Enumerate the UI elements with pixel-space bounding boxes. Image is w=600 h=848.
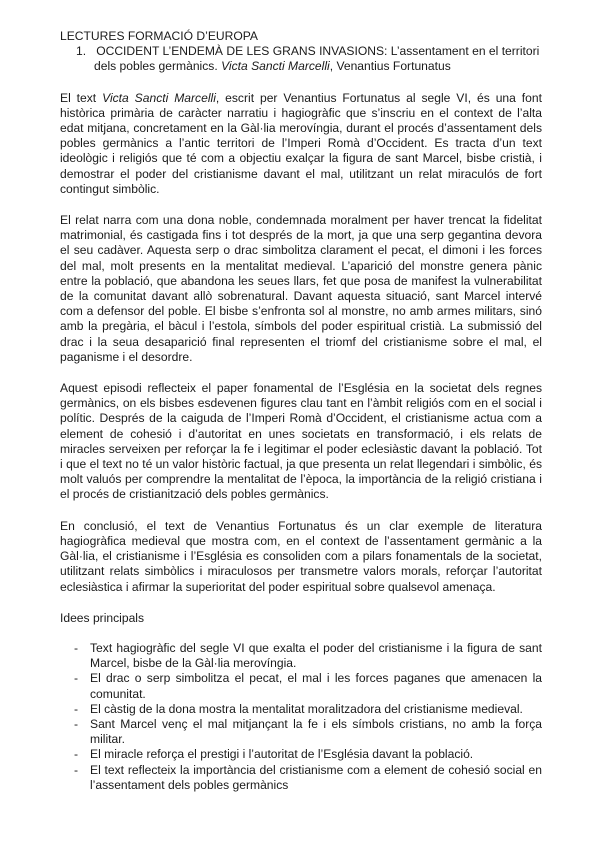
bullet-dash: - — [74, 747, 79, 762]
list-item-text: Text hagiogràfic del segle VI que exalta el poder del cristianisme i la figura de sant Marcel, bisbe de la Gàl·lia merovíngia. — [90, 640, 542, 671]
list-item — [60, 641, 542, 671]
paragraph-intro-start: El text — [60, 90, 103, 105]
paragraph-conclusion: En conclusió, el text de Venantius Fortunatus és un clar exemple de literatura hagiogràfica medieval que mostra com, en el context de l’assentament germànic a la Gàl·lia, el cristianisme i l’Església es consoliden com a pilars fonamentals de la societat, utilitzant relats simbòlics i miraculosos per transmetre valors morals, reforçar l’autoritat eclesiàstica i afirmar la superioritat del poder espiritual sobre qualsevol amenaça. — [60, 518, 542, 594]
section-number: 1. — [76, 44, 87, 59]
list-item — [60, 671, 542, 701]
main-ideas-list — [60, 641, 542, 793]
document-page — [60, 29, 542, 793]
list-item-text: El drac o serp simbolitza el pecat, el mal i les forces paganes que amenacen la comunitat. — [90, 671, 542, 701]
section-title-italic: Victa Sancti Marcelli — [221, 59, 330, 74]
main-ideas-title: Idees principals — [60, 610, 145, 625]
bullet-dash: - — [74, 716, 79, 731]
paragraph-intro-rest: , escrit per Venantius Fortunatus al segle VI, és una font històrica primària de caràcter narratiu i hagiogràfic que s’inscriu en el context de l’alta edat mitjana, concretament en la Gàl·lia merovíngia, durant el procés d’assentament dels pobles germànics a l’antic territori de l’Imperi Romà d’Occident. Es tracta d’un text ideològic i religiós que té com a objectiu exalçar la figura de sant Marcel, bisbe cristià, i demostrar el poder del cristianisme davant el mal, utilitzant un relat miraculós de fort contingut simbòlic. — [60, 90, 542, 196]
section-heading — [60, 44, 542, 74]
paragraph-narrative: El relat narra com una dona noble, condemnada moralment per haver trencat la fidelitat matrimonial, és castigada fins i tot després de la mort, ja que una serp gegantina devora el seu cadàver. Aquesta serp o drac simbolitza clarament el pecat, el dimoni i les forces del mal, molt presents en la mentalitat medieval. L’aparició del monstre genera pànic entre la població, que abandona les seues llars, fet que posa de manifest la vulnerabilitat de la comunitat davant allò sobrenatural. Davant aquesta situació, sant Marcel intervé com a defensor del poble. El bisbe s’enfronta sol al monstre, no amb armes militars, sinó amb la pregària, el bàcul i l’estola, símbols del poder espiritual cristià. La submissió del drac i la seua desaparició final representen el triomf del cristianisme sobre el mal, el paganisme i el desordre. — [60, 213, 542, 364]
bullet-dash: - — [74, 640, 79, 655]
document-title: LECTURES FORMACIÓ D’EUROPA — [60, 29, 258, 43]
paragraph-intro-italic: Victa Sancti Marcelli — [102, 90, 216, 105]
bullet-dash: - — [74, 701, 79, 716]
list-item — [60, 717, 542, 747]
section-title: OCCIDENT L’ENDEMÀ DE LES GRANS INVASIONS: L’assentament en el territori dels pobles germànics. — [94, 44, 540, 74]
list-item — [60, 747, 542, 762]
list-item — [60, 763, 542, 793]
bullet-dash: - — [74, 671, 79, 686]
list-item-text: El miracle reforça el prestigi i l’autoritat de l’Església davant la població. — [90, 747, 474, 762]
list-item-text: Sant Marcel venç el mal mitjançant la fe i els símbols cristians, no amb la força militar. — [90, 716, 542, 747]
list-item-text: El text reflecteix la importància del cristianisme com a element de cohesió social en l’assentament dels pobles germànics — [90, 762, 542, 792]
paragraph-intro — [60, 91, 542, 197]
list-item — [60, 702, 542, 717]
paragraph-analysis: Aquest episodi reflecteix el paper fonamental de l’Església en la societat dels regnes germànics, on els bisbes esdevenen figures clau tant en l’àmbit religiós com en el social i polític. Després de la caiguda de l’Imperi Romà d’Occident, el cristianisme actua com a element de cohesió i d’autoritat en unes societats en transformació, i els relats de miracles serveixen per reforçar la fe i legitimar el poder eclesiàstic davant la població. Tot i que el text no té un valor històric factual, ja que presenta un relat llegendari i simbòlic, és molt valuós per comprendre la mentalitat de l’època, la importància de la religió cristiana i el procés de cristianització dels pobles germànics. — [60, 381, 542, 502]
section-title-author: , Venantius Fortunatus — [329, 59, 451, 74]
list-item-text: El càstig de la dona mostra la mentalitat moralitzadora del cristianisme medieval. — [90, 701, 523, 716]
bullet-dash: - — [74, 762, 79, 777]
